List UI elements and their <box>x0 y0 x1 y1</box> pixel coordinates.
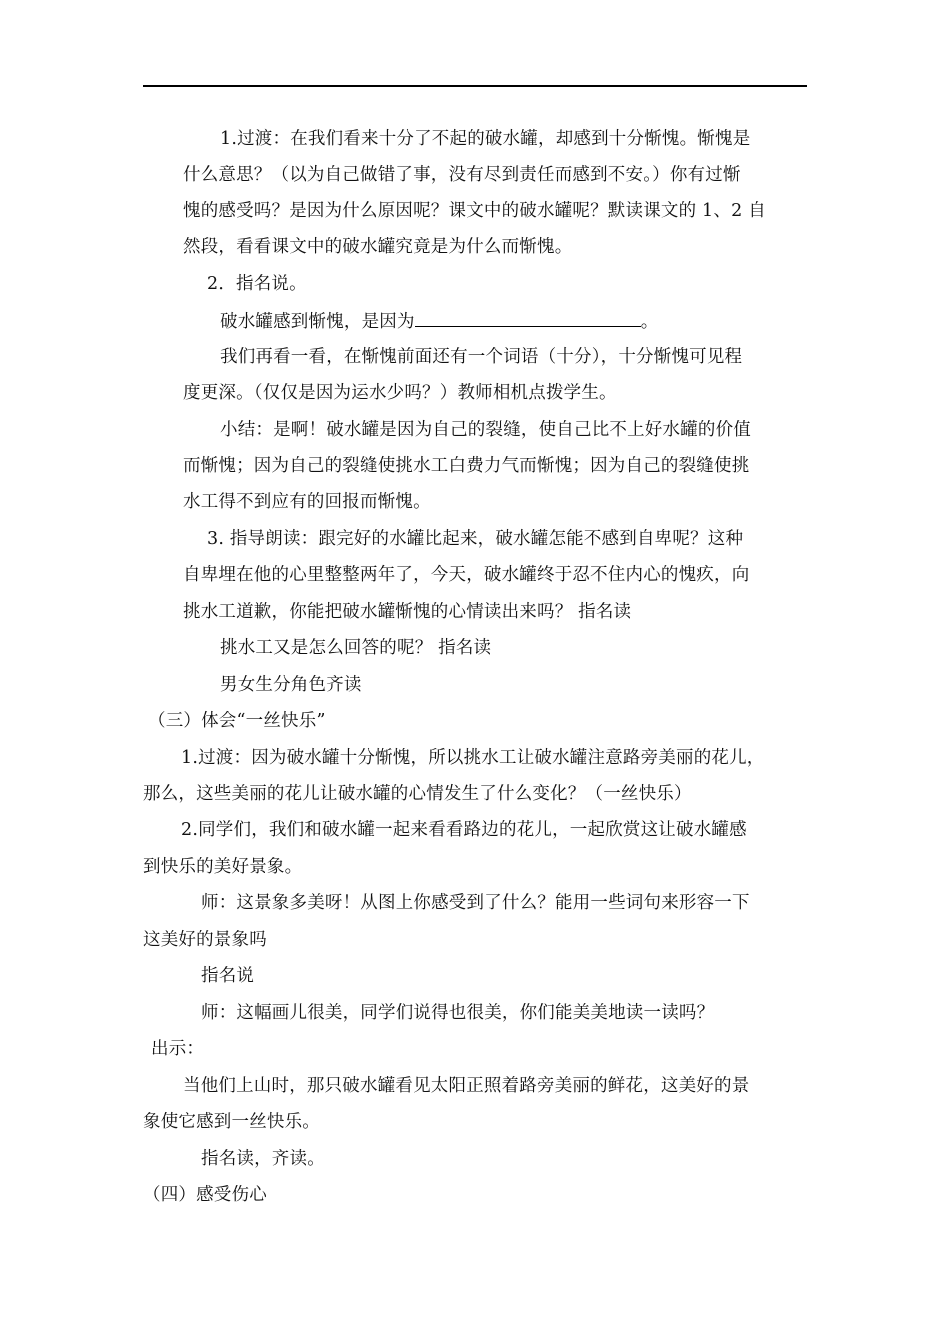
fill-in-period: 。 <box>640 312 659 332</box>
paragraph-line: 挑水工又是怎么回答的呢？ 指名读 <box>220 638 492 658</box>
paragraph-line: 然段，看看课文中的破水罐究竟是为什么而惭愧。 <box>183 237 573 257</box>
paragraph-line: 3. 指导朗读：跟完好的水罐比起来，破水罐怎能不感到自卑呢？这种 <box>207 529 744 549</box>
paragraph-line: 2．指名说。 <box>207 274 307 294</box>
paragraph-line: 出示： <box>151 1039 205 1059</box>
paragraph-line: 男女生分角色齐读 <box>220 675 362 695</box>
paragraph-line: 我们再看一看，在惭愧前面还有一个词语（十分），十分惭愧可见程 <box>220 347 743 367</box>
paragraph-line: 师：这幅画儿很美，同学们说得也很美，你们能美美地读一读吗？ <box>201 1003 715 1023</box>
paragraph-line: 度更深。（仅仅是因为运水少吗？）教师相机点拨学生。 <box>183 383 617 403</box>
paragraph-line: 挑水工道歉，你能把破水罐惭愧的心情读出来吗？ 指名读 <box>183 602 632 622</box>
paragraph-line: 愧的感受吗？是因为什么原因呢？课文中的破水罐呢？默读课文的 1、2 自 <box>183 201 766 221</box>
paragraph-line: 这美好的景象吗 <box>143 930 267 950</box>
paragraph-line: 象使它感到一丝快乐。 <box>143 1112 320 1132</box>
paragraph-line: 自卑埋在他的心里整整两年了，今天，破水罐终于忍不住内心的愧疚，向 <box>183 565 750 585</box>
section-heading: （三）体会“一丝快乐” <box>148 711 326 731</box>
paragraph-line: 指名说 <box>201 966 255 986</box>
paragraph-line: 1.过渡：因为破水罐十分惭愧，所以挑水工让破水罐注意路旁美丽的花儿， <box>181 748 765 768</box>
paragraph-line: 指名读，齐读。 <box>201 1149 325 1169</box>
section-heading: （四）感受伤心 <box>143 1185 267 1205</box>
paragraph-line: 1.过渡：在我们看来十分了不起的破水罐，却感到十分惭愧。惭愧是 <box>220 129 751 149</box>
paragraph-line: 什么意思？（以为自己做错了事，没有尽到责任而感到不安。）你有过惭 <box>183 165 741 185</box>
paragraph-line: 到快乐的美好景象。 <box>143 857 303 877</box>
paragraph-line: 而惭愧；因为自己的裂缝使挑水工白费力气而惭愧；因为自己的裂缝使挑 <box>183 456 750 476</box>
fill-in-blank <box>415 308 641 327</box>
header-rule <box>143 85 807 87</box>
paragraph-line: 师：这景象多美呀！从图上你感受到了什么？能用一些词句来形容一下 <box>201 893 750 913</box>
paragraph-line: 那么，这些美丽的花儿让破水罐的心情发生了什么变化？（一丝快乐） <box>143 784 692 804</box>
fill-in-line <box>220 308 658 334</box>
paragraph-line: 2.同学们，我们和破水罐一起来看看路边的花儿，一起欣赏这让破水罐感 <box>181 820 747 840</box>
fill-in-prompt: 破水罐感到惭愧，是因为 <box>220 312 415 332</box>
paragraph-line: 水工得不到应有的回报而惭愧。 <box>183 492 431 512</box>
paragraph-line: 当他们上山时，那只破水罐看见太阳正照着路旁美丽的鲜花，这美好的景 <box>183 1076 750 1096</box>
paragraph-line: 小结：是啊！破水罐是因为自己的裂缝，使自己比不上好水罐的价值 <box>220 420 751 440</box>
